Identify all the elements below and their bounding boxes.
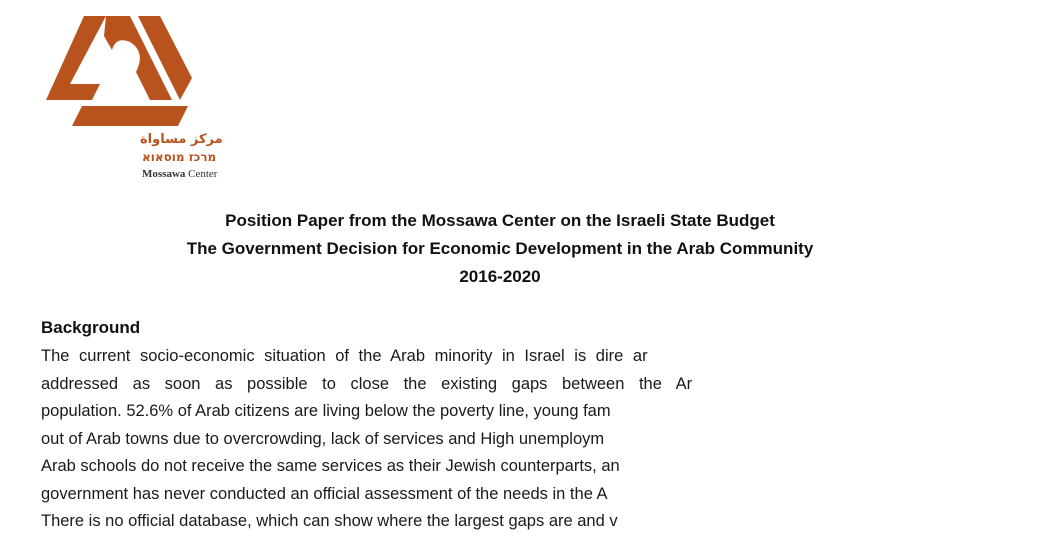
- logo-arabic-name: مركز مساواة: [140, 132, 223, 147]
- section-heading-background: Background: [41, 318, 141, 337]
- paragraph-line: There is no official database, which can show where the largest gaps are and v: [41, 512, 618, 530]
- logo-hebrew-name: מרכז מוסאוא: [142, 150, 217, 164]
- background-paragraph: [41, 343, 1041, 536]
- paragraph-line: The current socio-economic situation of the Arab minority in Israel is dire ar: [41, 347, 648, 365]
- paragraph-line: out of Arab towns due to overcrowding, lack of services and High unemploym: [41, 429, 605, 448]
- mossawa-emblem-icon: [42, 14, 192, 129]
- paragraph-line: addressed as soon as possible to close the existing gaps between the Ar: [41, 374, 693, 393]
- paragraph-line: population. 52.6% of Arab citizens are living below the poverty line, young fam: [41, 402, 611, 420]
- document-title: [0, 207, 1000, 291]
- logo-english-rest: Center: [185, 168, 218, 180]
- paragraph-line: Arab schools do not receive the same services as their Jewish counterparts, an: [41, 457, 620, 475]
- title-line-1: Position Paper from the Mossawa Center on the Israeli State Budget: [225, 211, 775, 230]
- logo-english-bold: Mossawa: [142, 168, 186, 180]
- title-line-3: 2016-2020: [459, 267, 541, 286]
- paragraph-line: government has never conducted an official assessment of the needs in the A: [41, 484, 608, 503]
- logo-english-name: [142, 168, 217, 180]
- title-line-2: The Government Decision for Economic Development in the Arab Community: [186, 239, 814, 258]
- mossawa-logo: [42, 14, 223, 180]
